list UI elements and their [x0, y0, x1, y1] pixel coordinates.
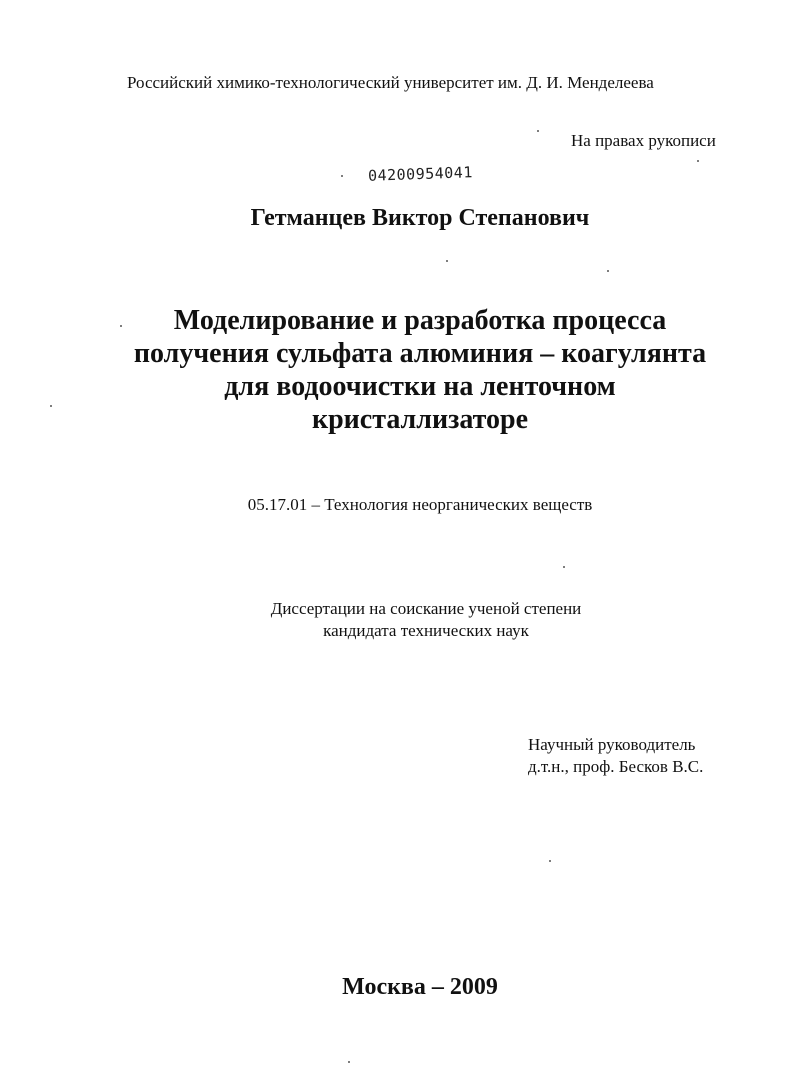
scan-speck	[341, 175, 343, 177]
title-line: кристаллизаторе	[311, 404, 529, 435]
registry-number-stamp: 04200954041	[367, 163, 474, 185]
dissertation-title	[0, 304, 792, 436]
scan-speck	[50, 405, 52, 407]
title-line: Моделирование и разработка процесса	[173, 305, 667, 336]
manuscript-note: На правах рукописи	[571, 131, 716, 150]
scan-speck	[607, 270, 609, 272]
degree-line: Диссертации на соискание ученой степени	[270, 599, 582, 618]
scan-speck	[563, 566, 565, 568]
degree-statement	[0, 598, 792, 642]
scan-speck	[537, 130, 539, 132]
university-name: Российский химико-технологический университет им. Д. И. Менделеева	[127, 73, 654, 92]
specialty-code: 05.17.01 – Технология неорганических веществ	[247, 495, 593, 514]
scan-speck	[697, 160, 699, 162]
supervisor-name: д.т.н., проф. Бесков В.С.	[528, 757, 704, 776]
scientific-supervisor	[528, 734, 703, 778]
scan-speck	[120, 325, 122, 327]
scan-speck	[549, 860, 551, 862]
city-year: Москва – 2009	[342, 974, 498, 1000]
scan-speck	[446, 260, 448, 262]
supervisor-label: Научный руководитель	[528, 735, 696, 754]
author-name: Гетманцев Виктор Степанович	[250, 205, 590, 231]
scan-speck	[348, 1061, 350, 1063]
title-line: получения сульфата алюминия – коагулянта	[133, 338, 707, 369]
title-line: для водоочистки на ленточном	[224, 371, 616, 402]
degree-line: кандидата технических наук	[323, 621, 529, 640]
